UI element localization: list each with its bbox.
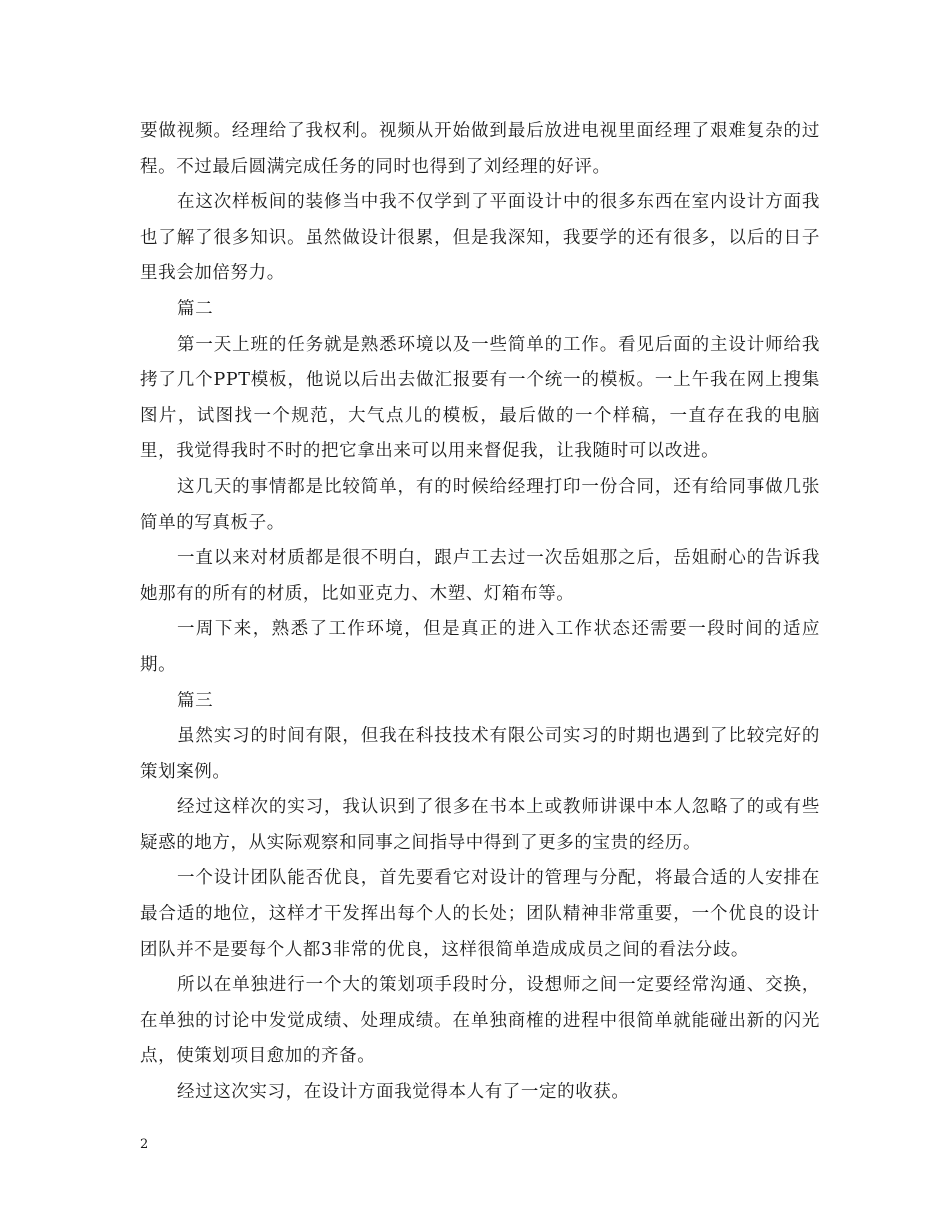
- paragraph: 一直以来对材质都是很不明白，跟卢工去过一次岳姐那之后，岳姐耐心的告诉我她那有的所有的材质，比如亚克力、木塑、灯箱布等。: [140, 548, 820, 604]
- paragraph-continuation: 要做视频。经理给了我权利。视频从开始做到最后放进电视里面经理了艰难复杂的过程。不过最后圆满完成任务的同时也得到了刘经理的好评。: [140, 121, 820, 177]
- paragraph: 一个设计团队能否优良，首先要看它对设计的管理与分配，将最合适的人安排在最合适的地位，这样才干发挥出每个人的长处；团队精神非常重要，一个优良的设计团队并不是要每个人都3非常的优良，这样很简单造成成员之间的看法分歧。: [140, 868, 820, 960]
- paragraph: 经过这次实习，在设计方面我觉得本人有了一定的收获。: [177, 1082, 630, 1103]
- page-number: 2: [140, 1137, 149, 1152]
- section-heading-2: 篇二: [177, 298, 214, 319]
- paragraph: 一周下来，熟悉了工作环境，但是真正的进入工作状态还需要一段时间的适应期。: [140, 619, 820, 675]
- paragraph: 所以在单独进行一个大的策划项手段时分，设想师之间一定要经常沟通、交换，在单独的讨论中发觉成绩、处理成绩。在单独商榷的进程中很简单就能碰出新的闪光点，使策划项目愈加的齐备。: [140, 975, 820, 1067]
- paragraph: 第一天上班的任务就是熟悉环境以及一些简单的工作。看见后面的主设计师给我拷了几个PPT模板，他说以后出去做汇报要有一个统一的模板。一上午我在网上搜集图片，试图找一个规范，大气点儿的模板，最后做的一个样稿，一直存在我的电脑里，我觉得我时不时的把它拿出来可以用来督促我，让我随时可以改进。: [140, 334, 820, 462]
- paragraph: 在这次样板间的装修当中我不仅学到了平面设计中的很多东西在室内设计方面我也了解了很多知识。虽然做设计很累，但是我深知，我要学的还有很多，以后的日子里我会加倍努力。: [140, 192, 820, 284]
- paragraph: 这几天的事情都是比较简单，有的时候给经理打印一份合同，还有给同事做几张简单的写真板子。: [140, 476, 820, 533]
- paragraph: 经过这样次的实习，我认识到了很多在书本上或教师讲课中本人忽略了的或有些疑惑的地方，从实际观察和同事之间指导中得到了更多的宝贵的经历。: [140, 797, 820, 853]
- section-heading-3: 篇三: [177, 690, 214, 711]
- paragraph: 虽然实习的时间有限，但我在科技技术有限公司实习的时期也遇到了比较完好的策划案例。: [140, 726, 820, 782]
- document-body: [140, 114, 820, 1111]
